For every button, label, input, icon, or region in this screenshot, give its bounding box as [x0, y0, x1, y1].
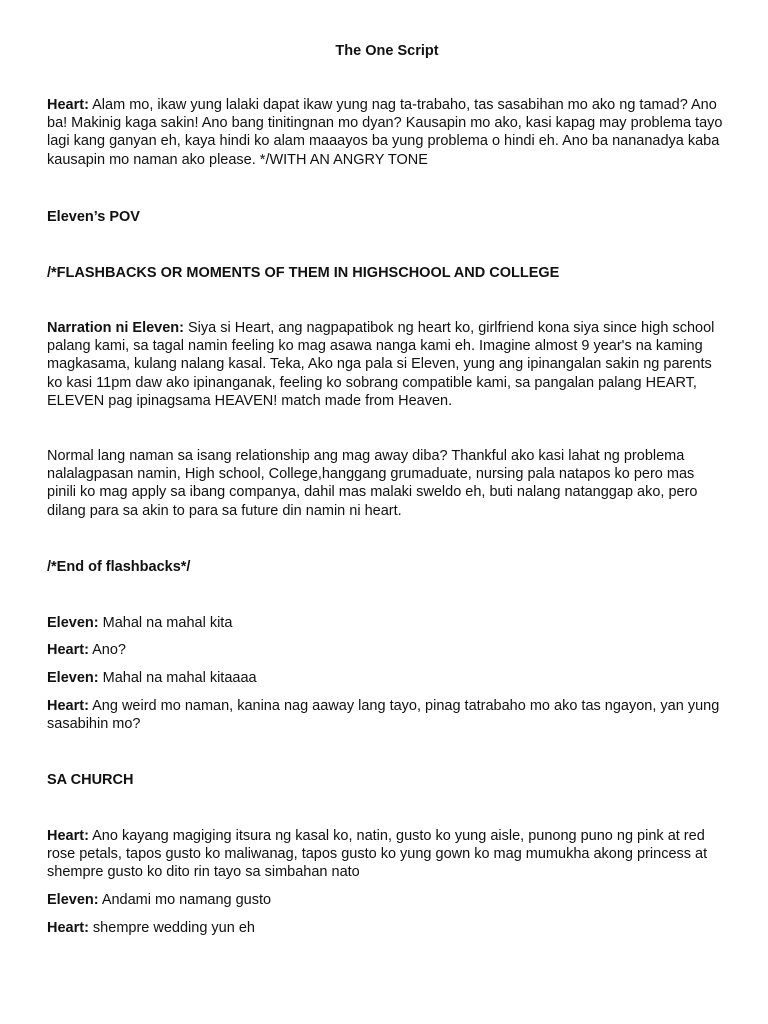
- dialogue-text: Ano?: [88, 642, 126, 658]
- speaker-label: Heart:: [47, 642, 89, 658]
- speaker-label: Heart:: [47, 698, 89, 714]
- speaker-label: Heart:: [47, 920, 89, 936]
- dialogue-text: Mahal na mahal kitaaaa: [98, 670, 257, 686]
- speaker-label: Eleven:: [47, 670, 99, 686]
- speaker-label: Heart:: [47, 97, 89, 113]
- dialogue-eleven-1: [47, 614, 727, 632]
- section-heading-flashbacks: /*FLASHBACKS OR MOMENTS OF THEM IN HIGHSCHOOL AND COLLEGE: [47, 265, 560, 281]
- narration-paragraph: Normal lang naman sa isang relationship ang mag away diba? Thankful ako kasi lahat ng problema nalalagpasan namin, High school, College,hanggang grumaduate, nursing pala natapos ko pero mas pinili ko mag apply sa ibang companya, dahil mas malaki sweldo eh, buti nalang natanggap ako, pero dilang para sa akin to para sa future din namin ni heart.: [47, 448, 698, 519]
- dialogue-heart-5: [47, 919, 727, 937]
- speaker-label: Heart:: [47, 828, 89, 844]
- dialogue-heart-4: [47, 827, 727, 882]
- speaker-label: Eleven:: [47, 615, 99, 631]
- dialogue-text: Andami mo namang gusto: [98, 892, 272, 908]
- section-heading-elevens-pov: Eleven’s POV: [47, 209, 140, 225]
- dialogue-text: shempre wedding yun eh: [88, 920, 255, 936]
- dialogue-text: Ano kayang magiging itsura ng kasal ko, natin, gusto ko yung aisle, punong puno ng pink at red rose petals, tapos gusto ko maliwanag, tapos gusto ko yung gown ko mag mumukha akong princess at shempre gusto ko dito rin tayo sa simbahan nato: [47, 828, 708, 881]
- dialogue-heart-1: [47, 96, 727, 169]
- dialogue-text: Ang weird mo naman, kanina nag aaway lang tayo, pinag tatrabaho mo ako tas ngayon, yan yung sasabihin mo?: [47, 698, 720, 733]
- section-heading-end-flashbacks: /*End of flashbacks*/: [47, 559, 191, 575]
- speaker-label: Eleven:: [47, 892, 99, 908]
- dialogue-eleven-2: [47, 669, 727, 687]
- dialogue-heart-2: [47, 641, 727, 659]
- section-heading-sa-church: SA CHURCH: [47, 772, 134, 788]
- dialogue-text: Alam mo, ikaw yung lalaki dapat ikaw yung nag ta-trabaho, tas sasabihan mo ako ng tamad? Ano ba! Makinig kaga sakin! Ano bang tinitingnan mo dyan? Kausapin mo ako, kasi kapag may problema tayo lagi kang ganyan eh, kaya hindi ko alam maaayos ba yung problema o hindi eh. Ano ba nananadya kaba kausapin mo naman ako please. */WITH AN ANGRY TONE: [47, 97, 723, 168]
- dialogue-text: Mahal na mahal kita: [98, 615, 233, 631]
- document-title: The One Script: [335, 43, 439, 59]
- narration-text: Siya si Heart, ang nagpapatibok ng heart ko, girlfriend kona siya since high school palang kami, sa tagal namin feeling ko mag asawa nanga kami eh. Imagine almost 9 year's na kaming magkasama, kulang nalang kasal. Teka, Ako nga pala si Eleven, yung ang ipinangalan sakin ng parents ko kasi 11pm daw ako ipinanganak, feeling ko sobrang compatible kami, sa pangalan palang HEART, ELEVEN pag ipinagsama HEAVEN! match made from Heaven.: [47, 320, 715, 409]
- dialogue-eleven-3: [47, 891, 727, 909]
- narration-eleven: [47, 319, 727, 410]
- dialogue-heart-3: [47, 697, 727, 733]
- speaker-label: Narration ni Eleven:: [47, 320, 184, 336]
